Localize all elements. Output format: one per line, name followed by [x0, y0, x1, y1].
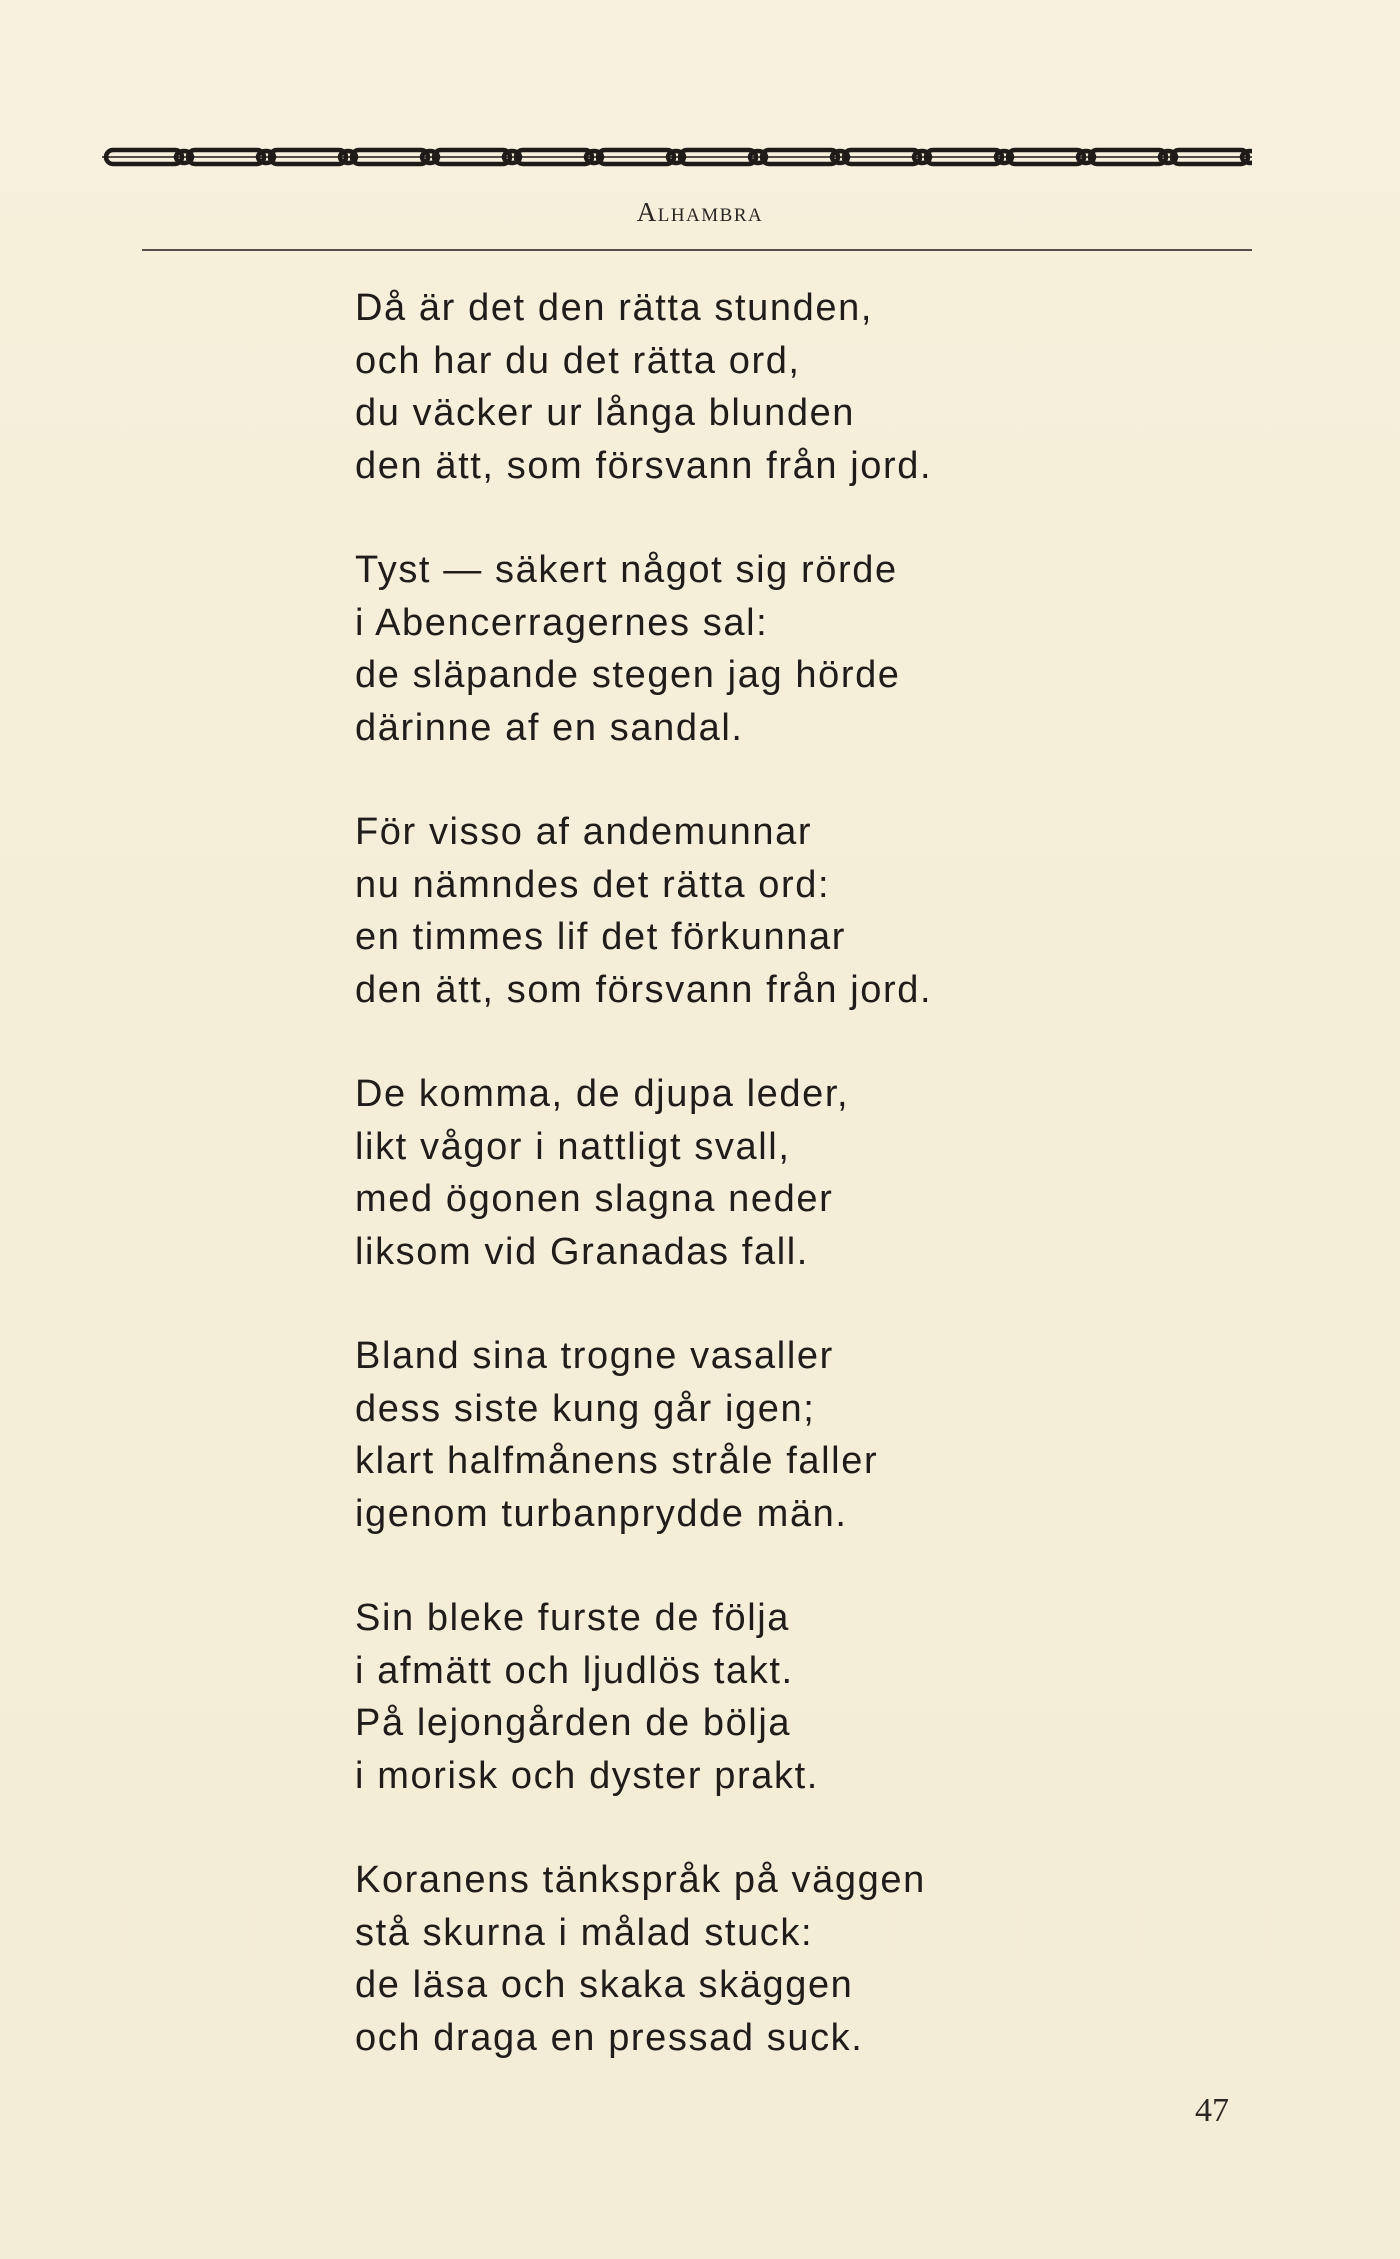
poem-line: Sin bleke furste de följa — [355, 1597, 791, 1639]
poem-body — [355, 282, 1155, 2116]
poem-line: Tyst — säkert något sig rörde — [355, 549, 898, 591]
stanza — [355, 1068, 1155, 1278]
stanza — [355, 806, 1155, 1016]
poem-line: i morisk och dyster prakt. — [355, 1754, 819, 1797]
decorative-chain-border — [102, 143, 1252, 171]
poem-line: de läsa och skaka skäggen — [355, 1964, 854, 2006]
stanza — [355, 282, 1155, 492]
poem-line: och har du det rätta ord, — [355, 339, 801, 382]
poem-line: På lejongården de bölja — [355, 1702, 792, 1744]
poem-line: i Abencerragernes sal: — [355, 601, 769, 644]
poem-line: likt vågor i nattligt svall, — [355, 1125, 791, 1168]
poem-line: med ögonen slagna neder — [355, 1178, 834, 1220]
page-number: 47 — [1195, 2092, 1229, 2129]
poem-line: nu nämndes det rätta ord: — [355, 863, 831, 906]
poem-line: För visso af andemunnar — [355, 811, 813, 853]
poem-line: i afmätt och ljudlös takt. — [355, 1649, 794, 1692]
stanza — [355, 544, 1155, 754]
poem-line: en timmes lif det förkunnar — [355, 916, 846, 958]
poem-line: Då är det den rätta stunden, — [355, 287, 873, 329]
poem-line: stå skurna i målad stuck: — [355, 1911, 814, 1954]
poem-line: Bland sina trogne vasaller — [355, 1335, 834, 1377]
poem-line: liksom vid Granadas fall. — [355, 1230, 809, 1273]
stanza — [355, 1330, 1155, 1540]
header-rule — [142, 249, 1252, 251]
poem-line: klart halfmånens stråle faller — [355, 1440, 879, 1482]
poem-line: och draga en pressad suck. — [355, 2016, 864, 2059]
running-head-title: Alhambra — [636, 197, 764, 227]
poem-line: du väcker ur långa blunden — [355, 392, 856, 434]
stanza — [355, 1592, 1155, 1802]
poem-line: den ätt, som försvann från jord. — [355, 968, 933, 1011]
poem-line: igenom turbanprydde män. — [355, 1492, 848, 1535]
poem-line: dess siste kung går igen; — [355, 1387, 816, 1430]
poem-line: därinne af en sandal. — [355, 706, 744, 749]
poem-line: De komma, de djupa leder, — [355, 1073, 850, 1115]
stanza — [355, 1854, 1155, 2064]
poem-line: Koranens tänkspråk på väggen — [355, 1859, 926, 1901]
poem-line: den ätt, som försvann från jord. — [355, 444, 933, 487]
poem-line: de släpande stegen jag hörde — [355, 654, 901, 696]
